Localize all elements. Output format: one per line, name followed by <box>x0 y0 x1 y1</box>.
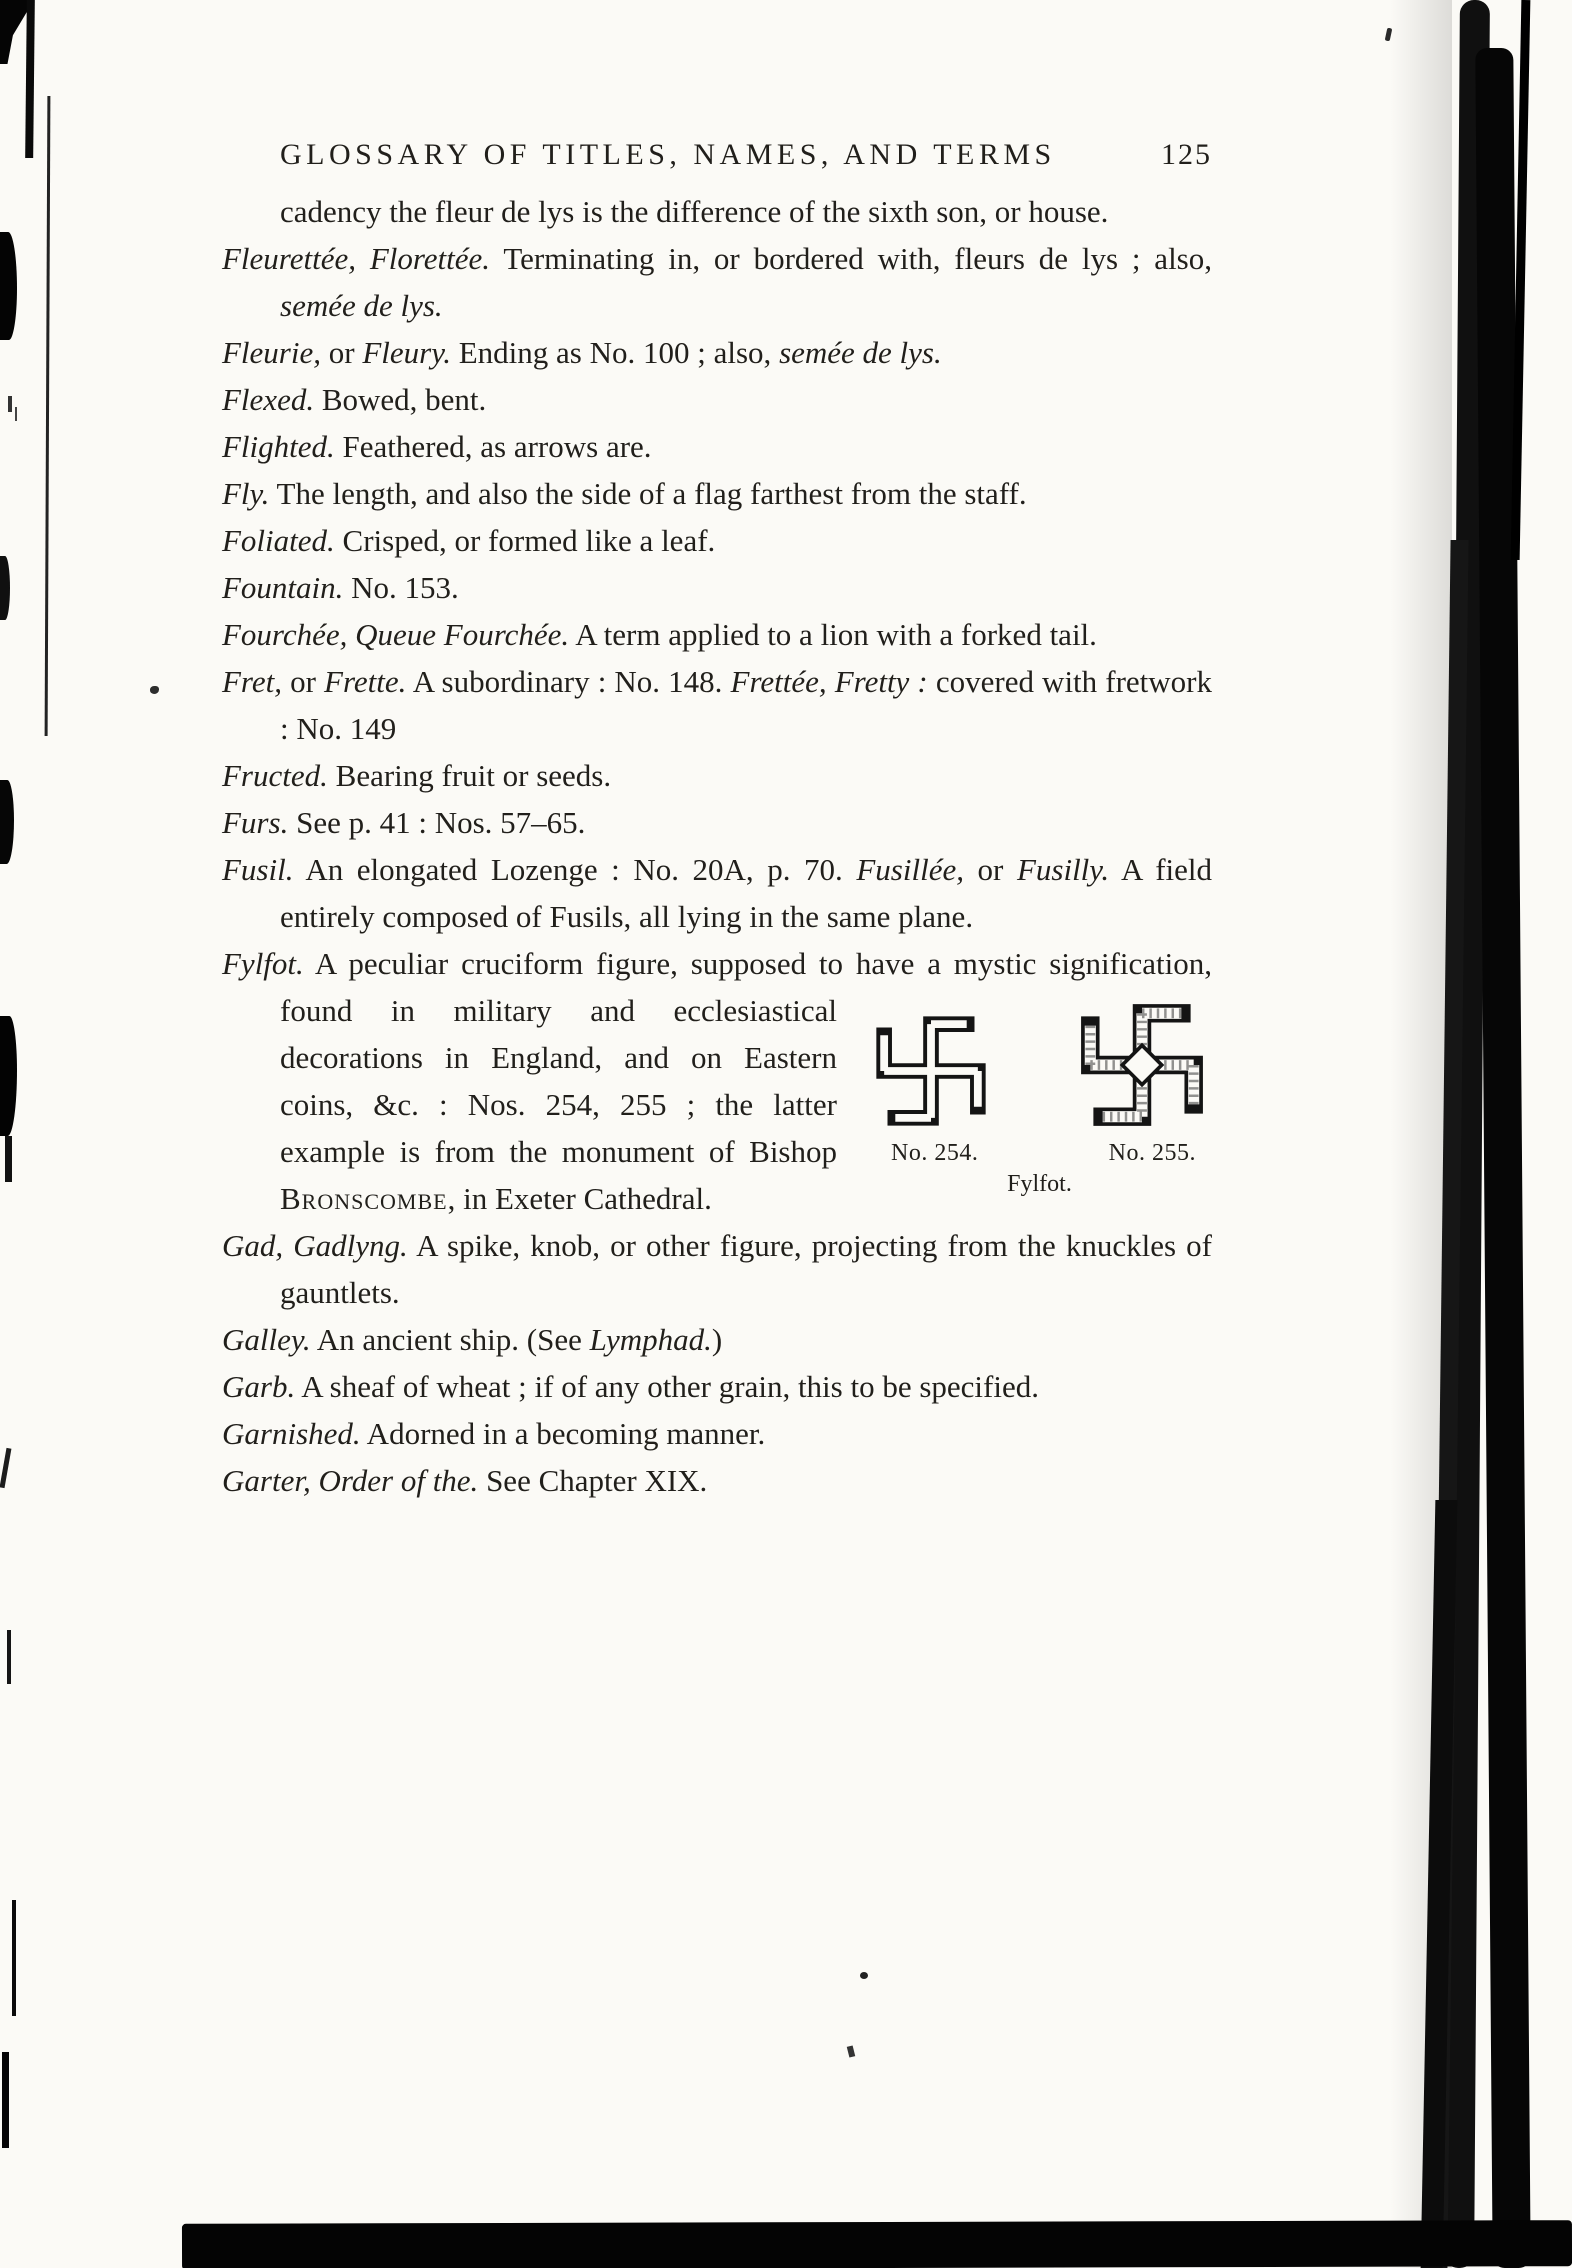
entry-text: Fusil. <box>222 852 294 887</box>
glossary-entry <box>222 658 1212 752</box>
entry-text: See p. 41 : Nos. 57–65. <box>288 805 586 840</box>
entry-text: Fusillée, <box>856 852 964 887</box>
scan-smudge-left-4 <box>0 780 14 864</box>
entry-text: Crisped, or formed like a leaf. <box>334 523 716 558</box>
entry-text: semée de lys. <box>280 288 443 323</box>
glossary-entry <box>222 799 1212 846</box>
scan-smudge-left-3 <box>0 556 10 620</box>
glossary-entry <box>222 1410 1212 1457</box>
entry-text: Fret, <box>222 664 282 699</box>
entry-text: or <box>281 664 325 699</box>
entry-text: Bearing fruit or seeds. <box>327 758 612 793</box>
entry-text: No. 153. <box>343 570 459 605</box>
entry-text: A subordinary : No. 148. <box>406 664 731 699</box>
scan-dash-left-3 <box>12 1900 16 2016</box>
entry-text: Fusilly. <box>1016 852 1110 887</box>
glossary-entry <box>222 1363 1212 1410</box>
fylfot-254-illustration <box>867 1013 995 1129</box>
glossary-entry <box>222 517 1212 564</box>
entry-text: A field entirely composed of Fusils, all lying in the same plane. <box>280 852 1213 934</box>
scan-speck-bottom-1 <box>860 1972 868 1979</box>
glossary-entry <box>222 423 1212 470</box>
glossary-entry <box>222 1222 1212 1316</box>
entry-text: Feathered, as arrows are. <box>334 429 652 464</box>
scan-smudge-left-1 <box>0 232 17 340</box>
entry-text: Frette. <box>324 664 407 699</box>
scan-dash-left-1 <box>0 1448 11 1488</box>
glossary-entry <box>222 611 1212 658</box>
scan-speck-foliated <box>150 686 159 694</box>
scan-smudge-left-6 <box>5 1136 12 1182</box>
entry-text: Garb. <box>222 1369 296 1404</box>
glossary-entry <box>222 1316 1212 1363</box>
glossary-entry <box>222 1457 1212 1504</box>
entry-text: A spike, knob, or other figure, projecting from the knuckles of gauntlets. <box>280 1228 1212 1310</box>
scan-edge-line-top-left <box>25 0 35 158</box>
glossary-entry <box>222 376 1212 423</box>
glossary-entry <box>222 188 1212 235</box>
entry-text: mystic signification, found in military and ecclesiastical decorations in England, and on Eastern coins, &c. : Nos. 254, 255 ; the latter example is from the monument of Bishop <box>280 946 1212 1169</box>
entry-text: ) <box>711 1322 723 1357</box>
fylfot-figure <box>867 1001 1212 1199</box>
entry-text: Galley. <box>222 1322 311 1357</box>
entry-text: Bronscombe <box>280 1181 448 1216</box>
entry-text: Fleury. <box>362 335 451 370</box>
entry-text: Fountain. <box>222 570 344 605</box>
entry-text: Flighted. <box>222 429 335 464</box>
scan-edge-line-left <box>45 96 51 736</box>
entry-text: Flexed. <box>222 382 315 417</box>
page-content <box>222 138 1212 1504</box>
entry-text: The length, and also the side of a flag farthest from the staff. <box>269 476 1027 511</box>
entry-text: A peculiar cruciform figure, supposed to have a <box>303 946 941 981</box>
running-title: GLOSSARY OF TITLES, NAMES, AND TERMS <box>280 138 1056 171</box>
entry-text: Gad, Gadlyng. <box>222 1228 408 1263</box>
entry-text: Ending as No. 100 ; also, <box>451 335 780 370</box>
scan-speck-bottom-2 <box>847 2045 855 2057</box>
scan-smudge-left-5 <box>0 1016 17 1136</box>
scan-dash-left-2 <box>7 1630 11 1684</box>
entry-text: See Chapter XIX. <box>478 1463 708 1498</box>
entry-text: Garter, Order of the. <box>222 1463 479 1498</box>
entry-text: A term applied to a lion with a forked tail. <box>569 617 1097 652</box>
fylfot-255-illustration <box>1072 1001 1212 1129</box>
glossary-entry <box>222 329 1212 376</box>
entry-text: covered with fretwork : No. 149 <box>280 664 1212 746</box>
glossary-entry <box>222 752 1212 799</box>
entry-text: Frettée, Fretty : <box>730 664 928 699</box>
glossary-entry <box>222 940 1212 1222</box>
page-number: 125 <box>1161 138 1212 171</box>
entry-text: Fylfot. <box>222 946 304 981</box>
glossary-entry <box>222 470 1212 517</box>
entry-text: or <box>963 852 1017 887</box>
glossary-entry <box>222 846 1212 940</box>
scan-smudge-left-2 <box>8 396 12 412</box>
scan-dash-left-4 <box>2 2052 9 2148</box>
entry-text: Fourchée, Queue Fourchée. <box>222 617 570 652</box>
entry-text: An ancient ship. (See <box>310 1322 590 1357</box>
glossary-entry <box>222 564 1212 611</box>
glossary-entry <box>222 235 1212 329</box>
figure-caption-255: No. 255. <box>1108 1140 1196 1166</box>
page-header <box>280 138 1212 172</box>
figure-illustrations <box>867 1001 1212 1129</box>
glossary-entries <box>222 188 1212 1504</box>
entry-text: cadency the fleur de lys is the difference of the sixth son, or house. <box>280 194 1109 229</box>
entry-text: Bowed, bent. <box>314 382 487 417</box>
entry-text: Lymphad. <box>589 1322 712 1357</box>
entry-text: or <box>321 335 363 370</box>
entry-text: Garnished. <box>222 1416 361 1451</box>
figure-captions <box>867 1139 1212 1167</box>
entry-text: A sheaf of wheat ; if of any other grain, this to be specified. <box>295 1369 1039 1404</box>
scan-bottom-bar <box>182 2220 1572 2268</box>
entry-text: An elongated Lozenge : No. 20A, p. 70. <box>293 852 857 887</box>
entry-text: Furs. <box>222 805 289 840</box>
figure-label: Fylfot. <box>1007 1171 1072 1197</box>
figure-caption-254: No. 254. <box>891 1140 979 1166</box>
entry-text: Fly. <box>222 476 270 511</box>
entry-text: Foliated. <box>222 523 335 558</box>
entry-text: Terminating in, or bordered with, fleurs de lys ; also, <box>490 241 1212 276</box>
entry-text: semée de lys. <box>779 335 942 370</box>
entry-text: Fructed. <box>222 758 328 793</box>
entry-text: Adorned in a becoming manner. <box>360 1416 766 1451</box>
entry-text: Fleurettée, Florettée. <box>222 241 491 276</box>
entry-text: , in Exeter Cathedral. <box>447 1181 712 1216</box>
entry-text: Fleurie, <box>222 335 321 370</box>
